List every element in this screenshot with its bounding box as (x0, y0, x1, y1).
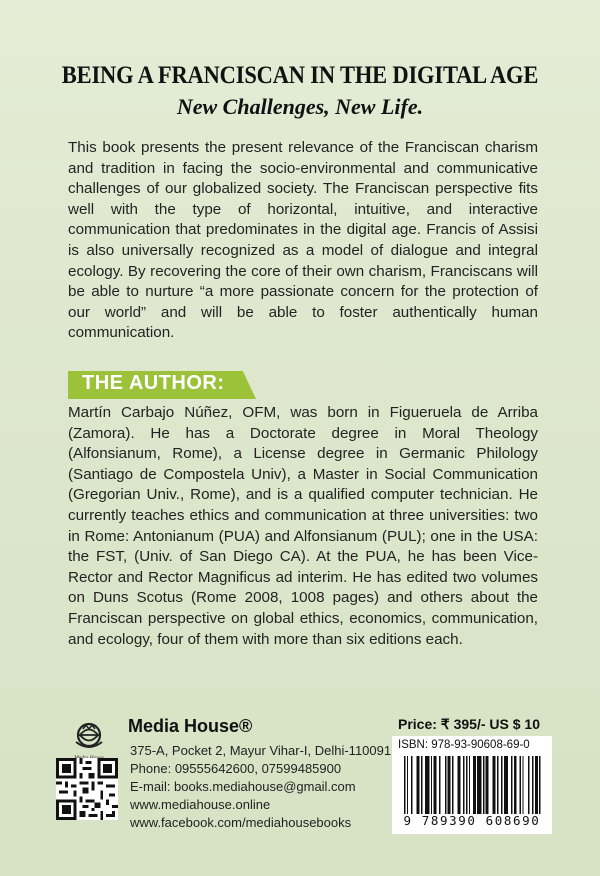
barcode-bar (514, 756, 517, 814)
book-blurb: This book presents the present relevance of the Franciscan charism and tradition in facing the socio-environmental and communicative challenges of our globalized society. The Franciscan perspective fits well with the type of horizontal, intuitive, and interactive communication that predominates in the digital age. Francis of Assisi is also universally recognized as a model of dialogue and integral ecology. By recovering the core of their own charism, Franciscans will be able to nurture “a more passionate concern for the protection of our world” and will be able to foster authentically human communication. (68, 139, 538, 342)
book-subtitle: New Challenges, New Life. (176, 94, 424, 119)
barcode-bar (407, 756, 408, 814)
barcode-bar (535, 756, 538, 814)
barcode-bar (532, 756, 533, 814)
barcode-bar (539, 756, 540, 814)
publisher-email: E-mail: books.mediahouse@gmail.com (130, 779, 356, 794)
barcode-bar (483, 756, 484, 814)
barcode-bar (452, 756, 453, 814)
barcode-bar (434, 756, 437, 814)
barcode-bar (497, 756, 498, 814)
isbn-label: ISBN: 978-93-90608-69-0 (398, 739, 530, 751)
qr-code-icon (56, 758, 118, 820)
barcode-bar (501, 756, 502, 814)
barcode-bar (519, 756, 520, 814)
publisher-website[interactable]: www.mediahouse.online (130, 797, 271, 812)
publisher-facebook[interactable]: www.facebook.com/mediahousebooks (130, 815, 352, 830)
barcode-icon (404, 756, 542, 814)
barcode-bar (466, 756, 467, 814)
barcode-bar (458, 756, 461, 814)
barcode-bar (469, 756, 470, 814)
barcode-bar (486, 756, 489, 814)
barcode-bar (448, 756, 451, 814)
barcode-digits: 9 789390 608690 (403, 813, 541, 828)
barcode-bar (477, 756, 481, 814)
barcode-bar (431, 756, 432, 814)
barcode-bar (425, 756, 429, 814)
barcode-bar (522, 756, 523, 814)
barcode-bar (511, 756, 512, 814)
barcode-bar (417, 756, 420, 814)
publisher-logo-icon (70, 720, 108, 762)
author-bio: Martín Carbajo Núñez, OFM, was born in Figueruela de Arriba (Zamora). He has a Doctorate degree in Moral Theology (Alfonsianum, Rome), a License degree in Germanic Philology (Santiago de Compostela Univ), a Master in Social Communication (Gregorian Univ., Rome), and is a qualified computer technician. He currently teaches ethics and communication at three universities: two in Rome: Antonianum (PUA) and Alfonsianum (PUL); one in the USA: the FST, (Univ. of San Diego CA). At the PUA, he has been Vice-Rector and Rector Magnificus ad interim. He has edited two volumes on Duns Scotus (Rome 2008, 1008 pages) and others about the Franciscan perspective on global ethics, economics, communication, and ecology, four of them with more than six editions each. (68, 404, 538, 648)
barcode-bar (421, 756, 422, 814)
barcode-bar (439, 756, 440, 814)
price-label: Price: ₹ 395/- US $ 10 (398, 716, 540, 732)
barcode-bar (404, 756, 405, 814)
publisher-name: Media House® (128, 716, 253, 736)
publisher-phone: Phone: 09555642600, 07599485900 (130, 761, 342, 776)
barcode-bar (445, 756, 446, 814)
barcode-bar (463, 756, 464, 814)
publisher-address: 375-A, Pocket 2, Mayur Vihar-I, Delhi-110091 (130, 743, 392, 758)
barcode-bar (528, 756, 529, 814)
author-heading: THE AUTHOR: (82, 372, 225, 394)
barcode-bar (504, 756, 508, 814)
book-title: BEING A FRANCISCAN IN THE DIGITAL AGE (61, 62, 539, 89)
barcode-bar (411, 756, 412, 814)
barcode-bar (473, 756, 476, 814)
barcode-bar (493, 756, 496, 814)
